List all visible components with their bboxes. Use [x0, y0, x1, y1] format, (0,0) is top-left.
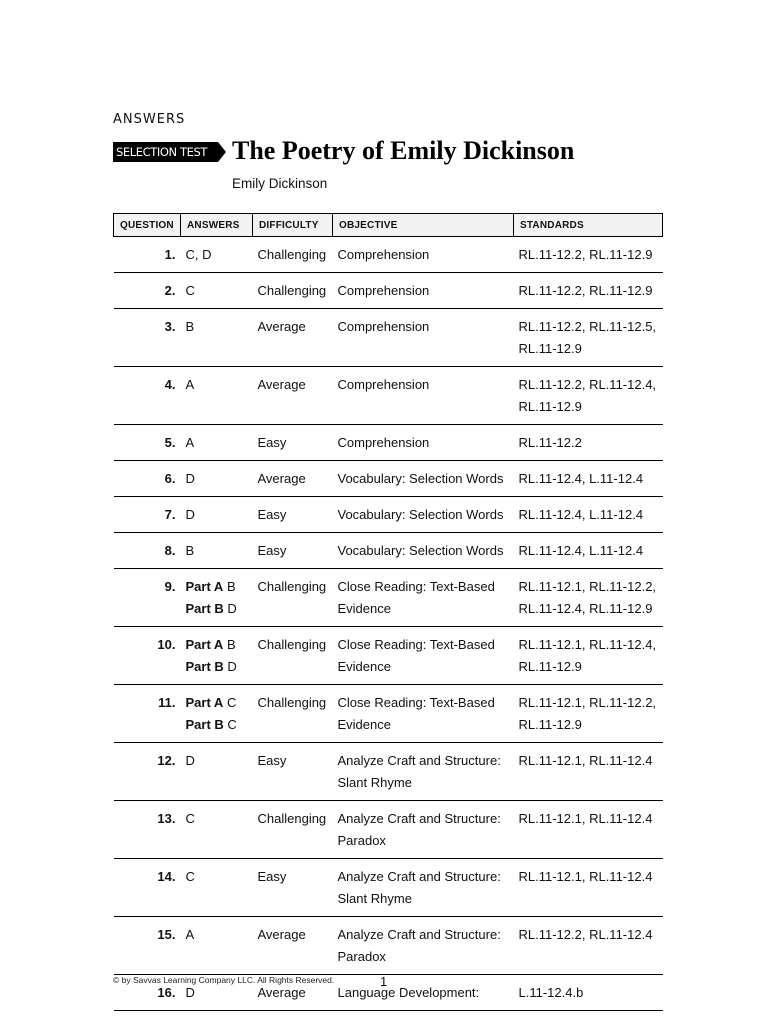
question-number: 2.	[114, 273, 181, 309]
objective-cell: Analyze Craft and Structure: Paradox	[333, 801, 514, 859]
author-name: Emily Dickinson	[232, 176, 328, 191]
column-header-question: QUESTION	[114, 214, 181, 237]
difficulty-cell: Challenging	[253, 801, 333, 859]
standards-cell: RL.11-12.4, L.11-12.4	[514, 497, 663, 533]
standards-cell: RL.11-12.1, RL.11-12.2, RL.11-12.4, RL.11-12.9	[514, 569, 663, 627]
column-header-standards: STANDARDS	[514, 214, 663, 237]
question-number: 9.	[114, 569, 181, 627]
page-title: The Poetry of Emily Dickinson	[232, 136, 575, 165]
standards-cell: RL.11-12.4, L.11-12.4	[514, 533, 663, 569]
objective-cell: Comprehension	[333, 367, 514, 425]
objective-cell: Comprehension	[333, 309, 514, 367]
difficulty-cell: Easy	[253, 859, 333, 917]
difficulty-cell: Easy	[253, 497, 333, 533]
answer-part	[186, 576, 248, 598]
standards-cell: RL.11-12.2	[514, 425, 663, 461]
objective-cell: Close Reading: Text-Based Evidence	[333, 627, 514, 685]
answer-part-value: D	[227, 659, 237, 674]
objective-cell: Vocabulary: Selection Words	[333, 461, 514, 497]
column-header-answers: ANSWERS	[181, 214, 253, 237]
table-row	[114, 367, 663, 425]
answer-cell: B	[181, 533, 253, 569]
objective-cell: Close Reading: Text-Based Evidence	[333, 569, 514, 627]
answer-part	[186, 598, 248, 620]
difficulty-cell: Average	[253, 975, 333, 1011]
answer-cell	[181, 685, 253, 743]
answer-cell: A	[181, 367, 253, 425]
answer-part-label: Part A	[185, 695, 224, 710]
answer-part-label: Part A	[185, 579, 224, 594]
table-row	[114, 685, 663, 743]
selection-test-badge: SELECTION TEST	[113, 142, 218, 162]
table-row	[114, 743, 663, 801]
difficulty-cell: Average	[253, 367, 333, 425]
table-row	[114, 533, 663, 569]
objective-cell: Analyze Craft and Structure: Slant Rhyme	[333, 743, 514, 801]
answer-cell: C	[181, 859, 253, 917]
answer-part	[186, 656, 248, 678]
table-row	[114, 917, 663, 975]
table-row	[114, 801, 663, 859]
difficulty-cell: Challenging	[253, 237, 333, 273]
objective-cell: Close Reading: Text-Based Evidence	[333, 685, 514, 743]
answer-part	[186, 714, 248, 736]
question-number: 5.	[114, 425, 181, 461]
question-number: 4.	[114, 367, 181, 425]
answer-cell: D	[181, 497, 253, 533]
question-number: 10.	[114, 627, 181, 685]
difficulty-cell: Average	[253, 917, 333, 975]
table-row	[114, 309, 663, 367]
answer-part	[186, 634, 248, 656]
table-row	[114, 627, 663, 685]
column-header-objective: OBJECTIVE	[333, 214, 514, 237]
answer-cell: C	[181, 273, 253, 309]
question-number: 11.	[114, 685, 181, 743]
answer-cell: C, D	[181, 237, 253, 273]
answer-part-label: Part B	[185, 601, 224, 616]
standards-cell: RL.11-12.4, L.11-12.4	[514, 461, 663, 497]
standards-cell: RL.11-12.1, RL.11-12.2, RL.11-12.9	[514, 685, 663, 743]
difficulty-cell: Challenging	[253, 569, 333, 627]
table-row	[114, 497, 663, 533]
standards-cell: RL.11-12.2, RL.11-12.9	[514, 237, 663, 273]
question-number: 6.	[114, 461, 181, 497]
answer-part-value: B	[226, 637, 236, 652]
standards-cell: RL.11-12.2, RL.11-12.9	[514, 273, 663, 309]
badge-arrow-icon	[218, 142, 226, 162]
standards-cell: L.11-12.4.b	[514, 975, 663, 1011]
objective-cell: Comprehension	[333, 425, 514, 461]
standards-cell: RL.11-12.1, RL.11-12.4	[514, 743, 663, 801]
column-header-difficulty: DIFFICULTY	[253, 214, 333, 237]
standards-cell: RL.11-12.1, RL.11-12.4	[514, 801, 663, 859]
question-number: 16.	[114, 975, 181, 1011]
section-label: ANSWERS	[113, 112, 186, 127]
copyright-footer: © by Savvas Learning Company LLC. All Rights Reserved.	[113, 975, 335, 985]
answer-part-label: Part A	[185, 637, 224, 652]
answer-cell: D	[181, 461, 253, 497]
answer-cell: A	[181, 425, 253, 461]
answers-table	[113, 213, 663, 1011]
difficulty-cell: Easy	[253, 743, 333, 801]
objective-cell: Vocabulary: Selection Words	[333, 497, 514, 533]
answer-cell: D	[181, 975, 253, 1011]
objective-cell: Language Development:	[333, 975, 514, 1011]
answer-part-value: C	[226, 695, 237, 710]
answer-part-label: Part B	[185, 717, 224, 732]
answer-part-value: C	[227, 717, 237, 732]
question-number: 13.	[114, 801, 181, 859]
answer-part-label: Part B	[185, 659, 224, 674]
answer-part-value: B	[226, 579, 236, 594]
objective-cell: Vocabulary: Selection Words	[333, 533, 514, 569]
answer-cell: C	[181, 801, 253, 859]
difficulty-cell: Average	[253, 461, 333, 497]
difficulty-cell: Challenging	[253, 627, 333, 685]
table-row	[114, 569, 663, 627]
answer-part	[186, 692, 248, 714]
difficulty-cell: Challenging	[253, 685, 333, 743]
standards-cell: RL.11-12.2, RL.11-12.4	[514, 917, 663, 975]
question-number: 8.	[114, 533, 181, 569]
objective-cell: Comprehension	[333, 237, 514, 273]
answer-part-value: D	[227, 601, 237, 616]
question-number: 14.	[114, 859, 181, 917]
objective-cell: Analyze Craft and Structure: Paradox	[333, 917, 514, 975]
table-row	[114, 425, 663, 461]
difficulty-cell: Easy	[253, 533, 333, 569]
objective-cell: Comprehension	[333, 273, 514, 309]
table-row	[114, 859, 663, 917]
objective-cell: Analyze Craft and Structure: Slant Rhyme	[333, 859, 514, 917]
question-number: 7.	[114, 497, 181, 533]
question-number: 15.	[114, 917, 181, 975]
standards-cell: RL.11-12.1, RL.11-12.4	[514, 859, 663, 917]
answer-cell: A	[181, 917, 253, 975]
answer-cell	[181, 627, 253, 685]
difficulty-cell: Challenging	[253, 273, 333, 309]
difficulty-cell: Average	[253, 309, 333, 367]
table-header-row	[114, 214, 663, 237]
answer-cell: D	[181, 743, 253, 801]
answer-cell	[181, 569, 253, 627]
table-row	[114, 237, 663, 273]
page-number: 1	[380, 974, 388, 989]
question-number: 3.	[114, 309, 181, 367]
standards-cell: RL.11-12.1, RL.11-12.4, RL.11-12.9	[514, 627, 663, 685]
question-number: 12.	[114, 743, 181, 801]
answer-cell: B	[181, 309, 253, 367]
table-row	[114, 461, 663, 497]
difficulty-cell: Easy	[253, 425, 333, 461]
standards-cell: RL.11-12.2, RL.11-12.5, RL.11-12.9	[514, 309, 663, 367]
question-number: 1.	[114, 237, 181, 273]
table-row	[114, 273, 663, 309]
standards-cell: RL.11-12.2, RL.11-12.4, RL.11-12.9	[514, 367, 663, 425]
